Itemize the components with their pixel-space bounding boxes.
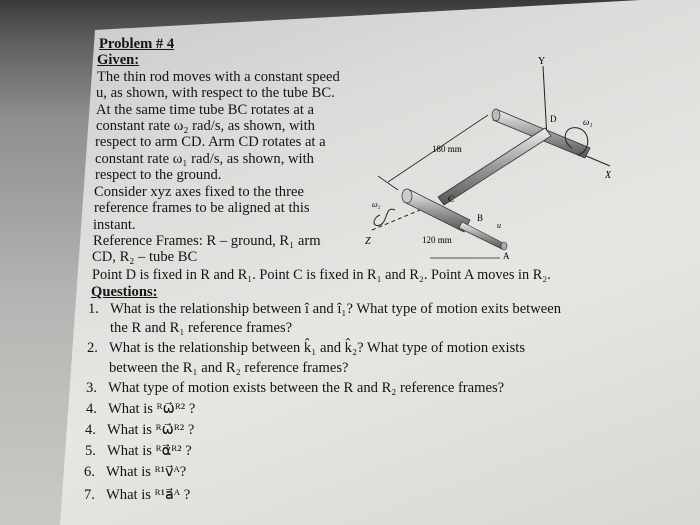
points-statement: Point D is fixed in R and R₁. Point C is fixed in R₁ and R₂. Point A moves in R₂. <box>92 267 551 283</box>
given-line: At the same time tube BC rotates at a <box>96 102 315 118</box>
given-line: Reference Frames: R – ground, R₁ arm <box>93 233 321 249</box>
question-number: 4. <box>85 422 96 438</box>
question-number: 7. <box>84 487 95 503</box>
question-number: 2. <box>87 340 98 356</box>
question-text: What type of motion exists between the R and R₂ reference frames? <box>108 380 505 396</box>
question-number: 1. <box>88 301 99 317</box>
x-axis-label: X <box>605 170 612 181</box>
question-text-cont: the R and R₁ reference frames? <box>110 320 293 336</box>
point-b-label: B <box>477 213 484 223</box>
given-heading: Given: <box>97 52 140 68</box>
question-text-cont: between the R₁ and R₂ reference frames? <box>109 360 349 376</box>
given-line: u, as shown, with respect to the tube BC. <box>96 85 335 101</box>
given-line: respect to the ground. <box>95 167 222 183</box>
rod-end <box>501 242 507 250</box>
problem-title: Problem # 4 <box>99 36 175 52</box>
given-line: instant. <box>93 217 136 233</box>
y-axis-label: Y <box>538 56 546 67</box>
dim-180-label: 180 mm <box>432 144 462 154</box>
question-number: 4. <box>86 401 97 417</box>
dim-180-tick <box>378 176 398 190</box>
tube-bc-end <box>402 189 412 203</box>
given-line: The thin rod moves with a constant speed <box>97 69 340 85</box>
arm-d-end <box>492 109 500 121</box>
dim-120-label: 120 mm <box>422 235 452 245</box>
u-label: u <box>497 221 501 230</box>
question-number: 5. <box>85 443 96 459</box>
arm-cd <box>438 128 551 205</box>
question-text: What is ᴿ¹v⃗ᴬ? <box>106 464 187 480</box>
questions-heading: Questions: <box>91 284 158 300</box>
given-line: reference frames to be aligned at this <box>94 200 310 216</box>
omega1-label: ω₁ <box>583 117 593 127</box>
question-text: What is ᴿα⃗ᴿ² ? <box>107 443 192 459</box>
question-number: 6. <box>84 464 95 480</box>
question-text: What is ᴿω⃗ᴿ² ? <box>108 401 196 417</box>
given-line: respect to arm CD. Arm CD rotates at a <box>95 134 326 150</box>
y-axis-line <box>543 66 547 138</box>
omega2-rotation-arrow <box>374 209 395 225</box>
z-axis-line <box>372 210 420 230</box>
question-text: What is ᴿ¹a⃗ᴬ ? <box>106 487 191 503</box>
point-a-label: A <box>503 251 510 261</box>
given-line: constant rate ω₂ rad/s, as shown, with <box>96 118 315 134</box>
given-line: CD, R₂ – tube BC <box>92 249 198 265</box>
question-text: What is ᴿω⃗ᴿ² ? <box>107 422 195 438</box>
question-text: What is the relationship between k̂₁ and k̂₂? What type of motion exists <box>109 340 526 356</box>
given-line: constant rate ω₁ rad/s, as shown, with <box>95 151 314 167</box>
question-text: What is the relationship between î and î₁? What type of motion exits between <box>110 301 562 317</box>
point-c-label: C <box>448 194 455 204</box>
point-d-label: D <box>550 114 557 124</box>
question-item-7 <box>84 486 190 504</box>
given-line: Consider xyz axes fixed to the three <box>94 184 304 200</box>
omega2-label: ω₂ <box>372 200 381 209</box>
question-number: 3. <box>86 380 97 396</box>
z-axis-label: Z <box>365 236 371 247</box>
